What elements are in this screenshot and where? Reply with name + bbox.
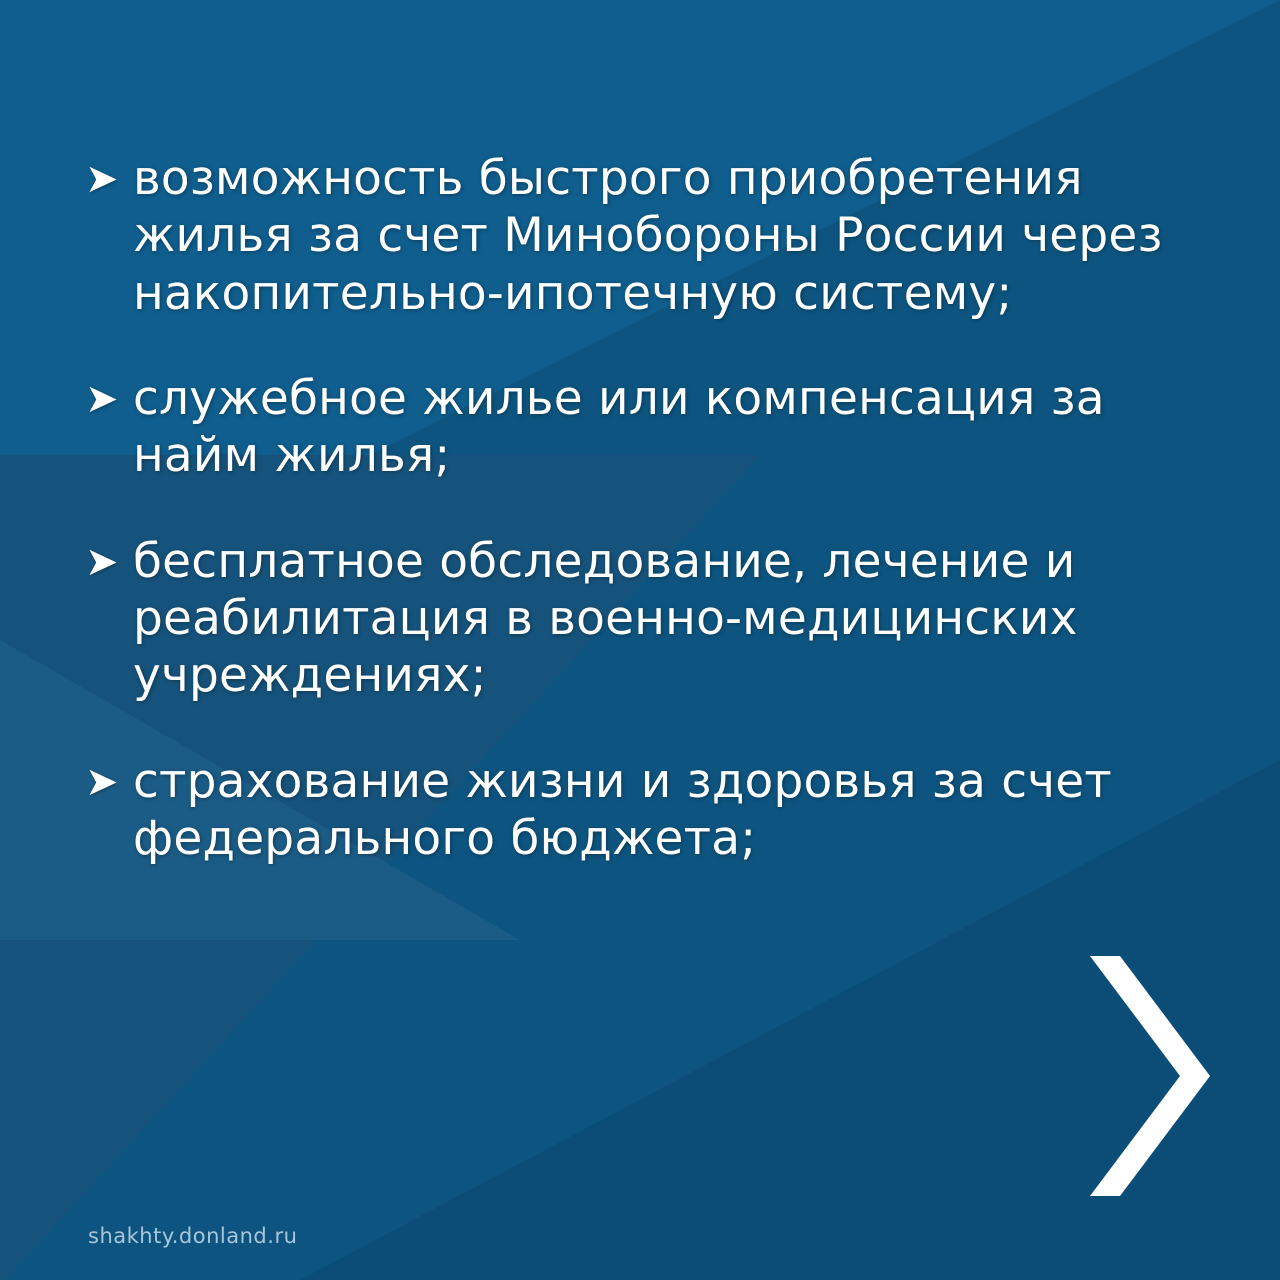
list-item-text: бесплатное обследование, лечение и реабилитация в военно-медицинских учреждениях; (133, 533, 1078, 704)
arrow-bullet-icon: ➤ (85, 156, 119, 202)
list-item-text: служебное жилье или компенсация за найм жилья; (133, 370, 1105, 484)
benefits-list (75, 150, 1190, 867)
arrow-bullet-icon: ➤ (85, 758, 119, 805)
arrow-bullet-icon: ➤ (85, 538, 119, 585)
list-item (75, 533, 1190, 705)
list-item (75, 753, 1190, 868)
footer-site-url: shakhty.donland.ru (88, 1224, 298, 1248)
list-item-text: страхование жизни и здоровья за счет федерального бюджета; (133, 753, 1112, 866)
list-item (75, 150, 1190, 322)
arrow-bullet-icon: ➤ (85, 375, 119, 422)
chevron-right-icon (1080, 951, 1220, 1205)
list-item-text: возможность быстрого приобретения жилья за счет Минобороны России через накопительно-ипотечную систему; (133, 151, 1163, 321)
list-item (75, 370, 1190, 485)
